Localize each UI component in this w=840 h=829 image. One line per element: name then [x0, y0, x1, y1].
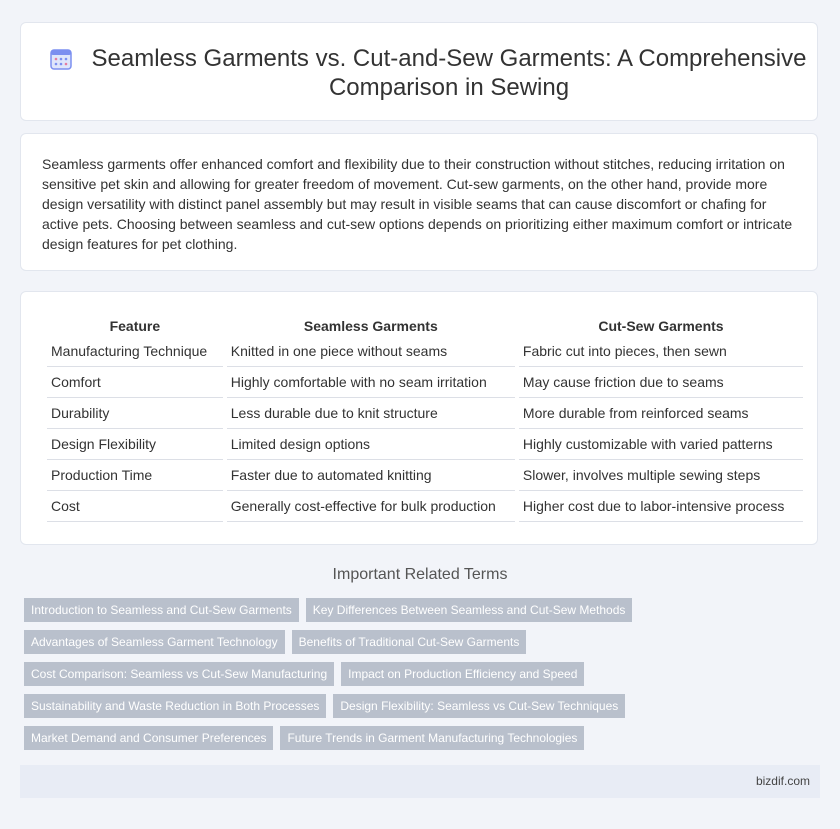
- related-term-link[interactable]: Cost Comparison: Seamless vs Cut-Sew Manufacturing: [24, 662, 334, 686]
- table-cell: Higher cost due to labor-intensive process: [519, 491, 803, 522]
- table-cell: Fabric cut into pieces, then sewn: [519, 336, 803, 367]
- table-cell: Generally cost-effective for bulk production: [227, 491, 515, 522]
- related-term-link[interactable]: Key Differences Between Seamless and Cut-Sew Methods: [306, 598, 633, 622]
- page-title: Seamless Garments vs. Cut-and-Sew Garments: A Comprehensive Comparison in Sewing: [91, 45, 807, 101]
- table-row: [47, 398, 803, 429]
- related-term-link[interactable]: Advantages of Seamless Garment Technology: [24, 630, 285, 654]
- table-cell: Less durable due to knit structure: [227, 398, 515, 429]
- table-cell: Manufacturing Technique: [47, 336, 223, 367]
- table-cell: May cause friction due to seams: [519, 367, 803, 398]
- table-cell: Highly comfortable with no seam irritation: [227, 367, 515, 398]
- intro-paragraph: Seamless garments offer enhanced comfort and flexibility due to their construction without stitches, reducing irritation on sensitive pet skin and allowing for greater freedom of movement. Cut-sew garments, on the other hand, provide more design versatility with distinct panel assembly but may result in visible seams that can cause discomfort or chafing for active pets. Choosing between seamless and cut-sew options depends on prioritizing either maximum comfort or intricate design features for pet clothing.: [42, 156, 793, 252]
- related-term-link[interactable]: Sustainability and Waste Reduction in Both Processes: [24, 694, 326, 718]
- table-cell: More durable from reinforced seams: [519, 398, 803, 429]
- header-seamless: Seamless Garments: [303, 318, 438, 334]
- table-cell: Slower, involves multiple sewing steps: [519, 460, 803, 491]
- table-cell: Comfort: [47, 367, 223, 398]
- table-cell: Faster due to automated knitting: [227, 460, 515, 491]
- table-header-row: [47, 316, 803, 336]
- table-cell: Highly customizable with varied patterns: [519, 429, 803, 460]
- table-cell: Durability: [47, 398, 223, 429]
- related-term-link[interactable]: Introduction to Seamless and Cut-Sew Garments: [24, 598, 299, 622]
- intro-card: [20, 133, 818, 271]
- site-name[interactable]: bizdif.com: [755, 774, 810, 788]
- header-feature: Feature: [109, 318, 161, 334]
- related-term-link[interactable]: Design Flexibility: Seamless vs Cut-Sew Techniques: [333, 694, 625, 718]
- document-icon: [48, 46, 74, 72]
- table-row: [47, 491, 803, 522]
- table-row: [47, 429, 803, 460]
- table-cell: Design Flexibility: [47, 429, 223, 460]
- header-cut-sew: Cut-Sew Garments: [598, 318, 724, 334]
- related-term-link[interactable]: Impact on Production Efficiency and Speed: [341, 662, 584, 686]
- table-row: [47, 367, 803, 398]
- table-cell: Production Time: [47, 460, 223, 491]
- title-card: [20, 22, 818, 121]
- table-cell: Cost: [47, 491, 223, 522]
- table-row: [47, 336, 803, 367]
- related-term-link[interactable]: Future Trends in Garment Manufacturing Technologies: [280, 726, 584, 750]
- footer: [20, 765, 820, 798]
- comparison-table: [43, 316, 807, 522]
- comparison-table-card: [20, 291, 818, 545]
- related-terms-heading: Important Related Terms: [332, 566, 508, 583]
- table-cell: Knitted in one piece without seams: [227, 336, 515, 367]
- table-row: [47, 460, 803, 491]
- related-terms-list: [24, 598, 824, 758]
- related-term-link[interactable]: Market Demand and Consumer Preferences: [24, 726, 273, 750]
- related-term-link[interactable]: Benefits of Traditional Cut-Sew Garments: [292, 630, 527, 654]
- table-cell: Limited design options: [227, 429, 515, 460]
